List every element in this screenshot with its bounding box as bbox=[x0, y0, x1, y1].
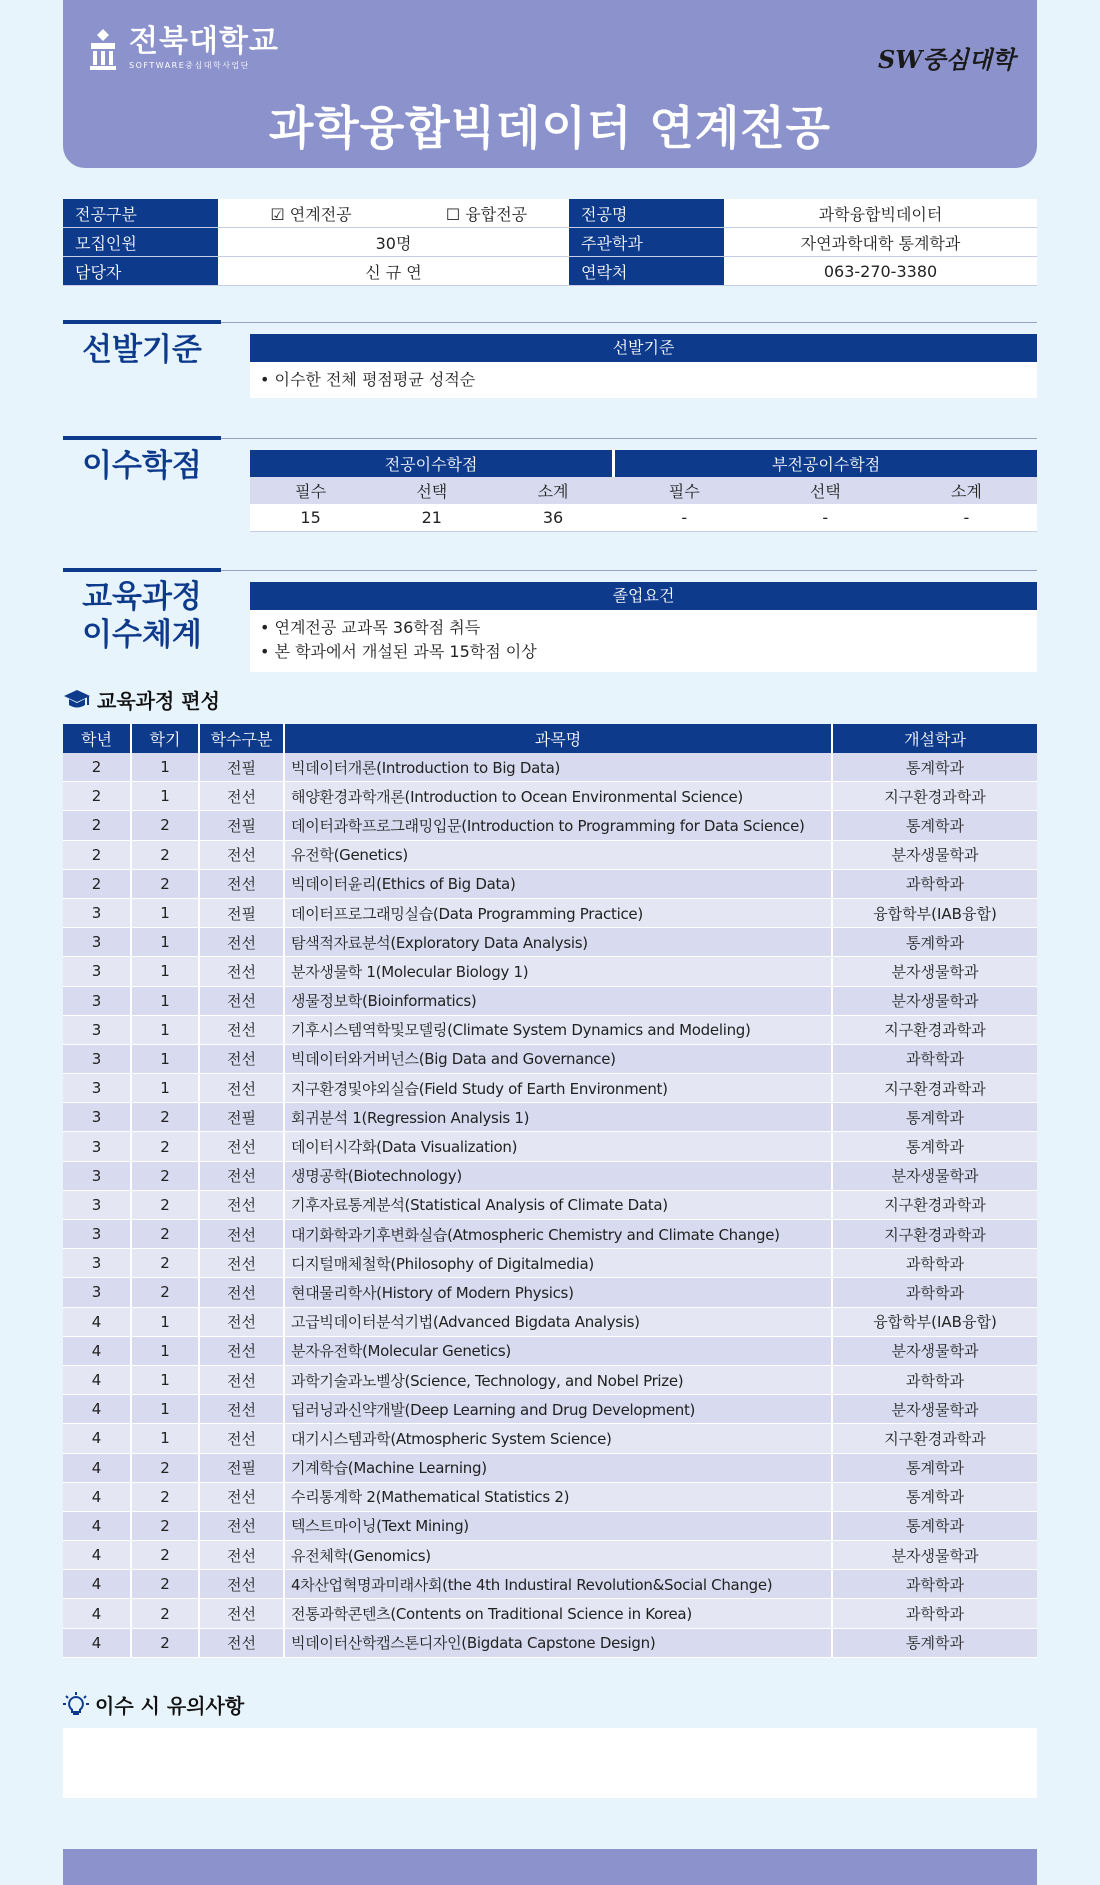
cell-dept: 과학학과 bbox=[832, 1365, 1037, 1394]
lightbulb-icon bbox=[63, 1692, 89, 1718]
cell-year: 4 bbox=[63, 1365, 131, 1394]
cell-type: 전선 bbox=[199, 1249, 284, 1278]
university-subtitle: SOFTWARE중심대학사업단 bbox=[129, 61, 250, 70]
cell-type: 전선 bbox=[199, 986, 284, 1015]
credit-value: - bbox=[896, 504, 1037, 532]
table-row bbox=[63, 986, 1037, 1015]
cell-year: 4 bbox=[63, 1541, 131, 1570]
major-name-label: 전공명 bbox=[569, 199, 724, 228]
cell-course: 과학기술과노벨상(Science, Technology, and Nobel Prize) bbox=[284, 1365, 832, 1394]
cell-year: 2 bbox=[63, 869, 131, 898]
curriculum-section-title bbox=[63, 568, 221, 654]
notes-box bbox=[63, 1728, 1037, 1798]
curriculum-title-line1: 교육과정 bbox=[82, 579, 202, 615]
cell-semester: 2 bbox=[131, 1482, 199, 1511]
cell-type: 전필 bbox=[199, 898, 284, 927]
credit-value: - bbox=[614, 504, 755, 532]
cell-year: 4 bbox=[63, 1453, 131, 1482]
cell-year: 4 bbox=[63, 1570, 131, 1599]
section-divider bbox=[221, 438, 1037, 439]
cell-semester: 2 bbox=[131, 1599, 199, 1628]
cell-semester: 2 bbox=[131, 811, 199, 840]
cell-year: 2 bbox=[63, 753, 131, 782]
cell-type: 전선 bbox=[199, 1599, 284, 1628]
table-row bbox=[63, 1365, 1037, 1394]
cell-course: 기후시스템역학및모델링(Climate System Dynamics and Modeling) bbox=[284, 1015, 832, 1044]
credit-value: - bbox=[755, 504, 896, 532]
cell-semester: 2 bbox=[131, 1103, 199, 1132]
cell-year: 4 bbox=[63, 1628, 131, 1657]
cell-type: 전선 bbox=[199, 1015, 284, 1044]
cell-type: 전선 bbox=[199, 840, 284, 869]
cell-semester: 2 bbox=[131, 1249, 199, 1278]
cell-semester: 1 bbox=[131, 986, 199, 1015]
cell-year: 4 bbox=[63, 1599, 131, 1628]
cell-year: 3 bbox=[63, 986, 131, 1015]
university-emblem-icon bbox=[87, 27, 119, 71]
cell-type: 전선 bbox=[199, 1132, 284, 1161]
table-row bbox=[63, 869, 1037, 898]
cell-dept: 지구환경과학과 bbox=[832, 1424, 1037, 1453]
cell-dept: 지구환경과학과 bbox=[832, 1190, 1037, 1219]
cell-year: 4 bbox=[63, 1336, 131, 1365]
cell-dept: 지구환경과학과 bbox=[832, 1220, 1037, 1249]
notes-heading bbox=[63, 1690, 244, 1719]
cell-dept: 과학학과 bbox=[832, 1570, 1037, 1599]
major-type-opt1: ☑ 연계전공 bbox=[218, 199, 404, 228]
cell-dept: 통계학과 bbox=[832, 753, 1037, 782]
page-title: 과학융합빅데이터 연계전공 bbox=[268, 101, 832, 155]
cell-type: 전선 bbox=[199, 1074, 284, 1103]
table-row bbox=[63, 1190, 1037, 1219]
cell-type: 전선 bbox=[199, 1511, 284, 1540]
cell-semester: 1 bbox=[131, 1395, 199, 1424]
credit-col-header: 필수 bbox=[250, 477, 371, 504]
cell-semester: 1 bbox=[131, 1365, 199, 1394]
cell-semester: 1 bbox=[131, 1307, 199, 1336]
cell-type: 전선 bbox=[199, 1395, 284, 1424]
cell-course: 전통과학콘텐츠(Contents on Traditional Science in Korea) bbox=[284, 1599, 832, 1628]
table-row bbox=[63, 1628, 1037, 1657]
table-row bbox=[63, 1132, 1037, 1161]
table-row bbox=[63, 928, 1037, 957]
cell-type: 전선 bbox=[199, 1365, 284, 1394]
credit-value: 21 bbox=[371, 504, 492, 532]
major-credits-header: 전공이수학점 bbox=[250, 450, 614, 477]
header-banner bbox=[63, 0, 1037, 168]
cell-course: 유전학(Genetics) bbox=[284, 840, 832, 869]
cell-course: 빅데이터윤리(Ethics of Big Data) bbox=[284, 869, 832, 898]
cell-course: 현대물리학사(History of Modern Physics) bbox=[284, 1278, 832, 1307]
cell-dept: 통계학과 bbox=[832, 1103, 1037, 1132]
table-row bbox=[63, 1511, 1037, 1540]
cell-year: 4 bbox=[63, 1424, 131, 1453]
cell-course: 빅데이터산학캡스톤디자인(Bigdata Capstone Design) bbox=[284, 1628, 832, 1657]
cell-semester: 1 bbox=[131, 753, 199, 782]
selection-section-title: 선발기준 bbox=[63, 320, 221, 370]
cell-semester: 2 bbox=[131, 840, 199, 869]
selection-criteria bbox=[250, 362, 1037, 398]
cell-semester: 1 bbox=[131, 898, 199, 927]
cell-semester: 1 bbox=[131, 1336, 199, 1365]
cell-dept: 통계학과 bbox=[832, 811, 1037, 840]
notes-heading-text: 이수 시 유의사항 bbox=[95, 1694, 245, 1718]
cell-course: 해양환경과학개론(Introduction to Ocean Environmental Science) bbox=[284, 782, 832, 811]
cell-semester: 1 bbox=[131, 782, 199, 811]
cell-year: 2 bbox=[63, 811, 131, 840]
cell-course: 생명공학(Biotechnology) bbox=[284, 1161, 832, 1190]
table-row bbox=[63, 1541, 1037, 1570]
cell-semester: 2 bbox=[131, 1220, 199, 1249]
table-row bbox=[63, 1599, 1037, 1628]
cell-course: 분자생물학 1(Molecular Biology 1) bbox=[284, 957, 832, 986]
cell-course: 고급빅데이터분석기법(Advanced Bigdata Analysis) bbox=[284, 1307, 832, 1336]
table-row bbox=[63, 782, 1037, 811]
cell-type: 전필 bbox=[199, 1103, 284, 1132]
table-row bbox=[63, 753, 1037, 782]
table-row bbox=[63, 1570, 1037, 1599]
curriculum-table-body bbox=[63, 753, 1037, 1657]
cell-dept: 통계학과 bbox=[832, 1453, 1037, 1482]
cell-dept: 지구환경과학과 bbox=[832, 1074, 1037, 1103]
manager-value: 신 규 연 bbox=[218, 257, 569, 286]
cell-semester: 2 bbox=[131, 1453, 199, 1482]
table-row bbox=[63, 1424, 1037, 1453]
cell-type: 전선 bbox=[199, 1307, 284, 1336]
cell-type: 전선 bbox=[199, 1044, 284, 1073]
table-row bbox=[63, 1336, 1037, 1365]
cell-dept: 분자생물학과 bbox=[832, 1336, 1037, 1365]
cell-type: 전선 bbox=[199, 1541, 284, 1570]
cell-year: 3 bbox=[63, 1190, 131, 1219]
cell-course: 분자유전학(Molecular Genetics) bbox=[284, 1336, 832, 1365]
cell-semester: 2 bbox=[131, 1511, 199, 1540]
cell-semester: 1 bbox=[131, 1015, 199, 1044]
cell-course: 기계학습(Machine Learning) bbox=[284, 1453, 832, 1482]
curriculum-table-heading-text: 교육과정 편성 bbox=[97, 689, 220, 713]
cell-dept: 과학학과 bbox=[832, 1278, 1037, 1307]
cell-dept: 분자생물학과 bbox=[832, 1161, 1037, 1190]
cell-type: 전선 bbox=[199, 1161, 284, 1190]
credit-col-header: 선택 bbox=[755, 477, 896, 504]
cell-type: 전선 bbox=[199, 782, 284, 811]
cell-semester: 2 bbox=[131, 1628, 199, 1657]
cell-year: 3 bbox=[63, 1161, 131, 1190]
table-row bbox=[63, 1015, 1037, 1044]
cell-course: 기후자료통계분석(Statistical Analysis of Climate Data) bbox=[284, 1190, 832, 1219]
cell-type: 전필 bbox=[199, 811, 284, 840]
cell-dept: 분자생물학과 bbox=[832, 957, 1037, 986]
contact-label: 연락처 bbox=[569, 257, 724, 286]
table-row bbox=[63, 840, 1037, 869]
table-row bbox=[63, 1453, 1037, 1482]
cell-dept: 분자생물학과 bbox=[832, 986, 1037, 1015]
curriculum-table bbox=[63, 724, 1037, 1658]
cell-course: 수리통계학 2(Mathematical Statistics 2) bbox=[284, 1482, 832, 1511]
table-row bbox=[63, 957, 1037, 986]
cell-year: 4 bbox=[63, 1307, 131, 1336]
cell-type: 전선 bbox=[199, 1278, 284, 1307]
host-dept-value: 자연과학대학 통계학과 bbox=[724, 228, 1037, 257]
graduation-cap-icon bbox=[63, 688, 91, 712]
cell-dept: 분자생물학과 bbox=[832, 840, 1037, 869]
curriculum-title-line2: 이수체계 bbox=[82, 617, 202, 653]
table-row bbox=[63, 1278, 1037, 1307]
cell-semester: 1 bbox=[131, 1074, 199, 1103]
cell-semester: 2 bbox=[131, 1570, 199, 1599]
graduation-bar-title: 졸업요건 bbox=[250, 582, 1037, 610]
cell-semester: 2 bbox=[131, 1190, 199, 1219]
cell-dept: 통계학과 bbox=[832, 1482, 1037, 1511]
cell-course: 유전체학(Genomics) bbox=[284, 1541, 832, 1570]
credits-table bbox=[250, 450, 1037, 532]
cell-type: 전선 bbox=[199, 1220, 284, 1249]
table-row bbox=[63, 1074, 1037, 1103]
col-header-year: 학년 bbox=[63, 724, 131, 753]
table-row bbox=[63, 1044, 1037, 1073]
minor-credits-header: 부전공이수학점 bbox=[614, 450, 1037, 477]
cell-semester: 2 bbox=[131, 1278, 199, 1307]
cell-semester: 1 bbox=[131, 1044, 199, 1073]
cell-dept: 과학학과 bbox=[832, 1044, 1037, 1073]
cell-year: 4 bbox=[63, 1482, 131, 1511]
table-row bbox=[63, 1482, 1037, 1511]
col-header-semester: 학기 bbox=[131, 724, 199, 753]
selection-bar-title: 선발기준 bbox=[250, 334, 1037, 362]
cell-type: 전필 bbox=[199, 753, 284, 782]
cell-semester: 2 bbox=[131, 869, 199, 898]
graduation-item: • 연계전공 교과목 36학점 취득 bbox=[260, 618, 481, 637]
cell-course: 지구환경및야외실습(Field Study of Earth Environment) bbox=[284, 1074, 832, 1103]
cell-course: 빅데이터개론(Introduction to Big Data) bbox=[284, 753, 832, 782]
cell-year: 4 bbox=[63, 1395, 131, 1424]
cell-semester: 1 bbox=[131, 928, 199, 957]
credits-section-title: 이수학점 bbox=[63, 436, 221, 486]
cell-course: 회귀분석 1(Regression Analysis 1) bbox=[284, 1103, 832, 1132]
cell-year: 3 bbox=[63, 928, 131, 957]
credit-col-header: 선택 bbox=[371, 477, 492, 504]
cell-year: 3 bbox=[63, 1132, 131, 1161]
major-name-value: 과학융합빅데이터 bbox=[724, 199, 1037, 228]
cell-semester: 1 bbox=[131, 957, 199, 986]
credit-col-header: 소계 bbox=[896, 477, 1037, 504]
cell-course: 대기화학과기후변화실습(Atmospheric Chemistry and Climate Change) bbox=[284, 1220, 832, 1249]
cell-type: 전필 bbox=[199, 1453, 284, 1482]
cell-course: 데이터과학프로그래밍입문(Introduction to Programming for Data Science) bbox=[284, 811, 832, 840]
table-row bbox=[63, 1307, 1037, 1336]
col-header-course: 과목명 bbox=[284, 724, 832, 753]
contact-value: 063-270-3380 bbox=[724, 257, 1037, 286]
cell-year: 3 bbox=[63, 957, 131, 986]
cell-dept: 통계학과 bbox=[832, 1511, 1037, 1540]
cell-type: 전선 bbox=[199, 869, 284, 898]
cell-type: 전선 bbox=[199, 1424, 284, 1453]
col-header-type: 학수구분 bbox=[199, 724, 284, 753]
cell-year: 3 bbox=[63, 1278, 131, 1307]
cell-dept: 통계학과 bbox=[832, 1132, 1037, 1161]
graduation-requirements bbox=[250, 610, 1037, 672]
cell-course: 디지털매체철학(Philosophy of Digitalmedia) bbox=[284, 1249, 832, 1278]
capacity-value: 30명 bbox=[218, 228, 569, 257]
cell-course: 대기시스템과학(Atmospheric System Science) bbox=[284, 1424, 832, 1453]
cell-course: 빅데이터와거버넌스(Big Data and Governance) bbox=[284, 1044, 832, 1073]
major-type-opt2: ☐ 융합전공 bbox=[404, 199, 569, 228]
cell-year: 3 bbox=[63, 1249, 131, 1278]
table-row bbox=[63, 1161, 1037, 1190]
cell-dept: 지구환경과학과 bbox=[832, 1015, 1037, 1044]
cell-type: 전선 bbox=[199, 928, 284, 957]
cell-dept: 융합학부(IAB융합) bbox=[832, 898, 1037, 927]
cell-type: 전선 bbox=[199, 1628, 284, 1657]
cell-dept: 과학학과 bbox=[832, 1249, 1037, 1278]
cell-year: 3 bbox=[63, 1015, 131, 1044]
credit-value: 36 bbox=[492, 504, 613, 532]
section-divider bbox=[221, 570, 1037, 571]
capacity-label: 모집인원 bbox=[63, 228, 218, 257]
cell-dept: 융합학부(IAB융합) bbox=[832, 1307, 1037, 1336]
curriculum-table-heading bbox=[63, 685, 220, 714]
cell-year: 3 bbox=[63, 1074, 131, 1103]
manager-label: 담당자 bbox=[63, 257, 218, 286]
cell-year: 4 bbox=[63, 1511, 131, 1540]
graduation-box bbox=[250, 582, 1037, 672]
cell-year: 2 bbox=[63, 782, 131, 811]
cell-semester: 2 bbox=[131, 1132, 199, 1161]
table-row bbox=[63, 1220, 1037, 1249]
cell-year: 3 bbox=[63, 1044, 131, 1073]
cell-dept: 과학학과 bbox=[832, 1599, 1037, 1628]
graduation-item: • 본 학과에서 개설된 과목 15학점 이상 bbox=[260, 642, 537, 661]
section-divider bbox=[221, 322, 1037, 323]
cell-semester: 2 bbox=[131, 1161, 199, 1190]
footer-bar bbox=[63, 1849, 1037, 1885]
cell-course: 데이터프로그래밍실습(Data Programming Practice) bbox=[284, 898, 832, 927]
cell-type: 전선 bbox=[199, 1570, 284, 1599]
cell-year: 2 bbox=[63, 840, 131, 869]
table-row bbox=[63, 1395, 1037, 1424]
cell-dept: 분자생물학과 bbox=[832, 1541, 1037, 1570]
university-logo bbox=[87, 26, 279, 71]
selection-criteria-item: • 이수한 전체 평점평균 성적순 bbox=[260, 370, 476, 389]
major-type-label: 전공구분 bbox=[63, 199, 218, 228]
table-row bbox=[63, 1103, 1037, 1132]
cell-year: 3 bbox=[63, 898, 131, 927]
table-row bbox=[63, 898, 1037, 927]
table-row bbox=[63, 1249, 1037, 1278]
cell-semester: 2 bbox=[131, 1541, 199, 1570]
university-name: 전북대학교 bbox=[129, 24, 279, 59]
cell-course: 탐색적자료분석(Exploratory Data Analysis) bbox=[284, 928, 832, 957]
cell-course: 4차산업혁명과미래사회(the 4th Industiral Revolution&Social Change) bbox=[284, 1570, 832, 1599]
col-header-dept: 개설학과 bbox=[832, 724, 1037, 753]
cell-type: 전선 bbox=[199, 957, 284, 986]
cell-type: 전선 bbox=[199, 1336, 284, 1365]
cell-dept: 통계학과 bbox=[832, 1628, 1037, 1657]
cell-course: 딥러닝과신약개발(Deep Learning and Drug Development) bbox=[284, 1395, 832, 1424]
cell-course: 텍스트마이닝(Text Mining) bbox=[284, 1511, 832, 1540]
cell-type: 전선 bbox=[199, 1482, 284, 1511]
cell-dept: 과학학과 bbox=[832, 869, 1037, 898]
cell-course: 데이터시각화(Data Visualization) bbox=[284, 1132, 832, 1161]
major-info-table bbox=[63, 199, 1037, 286]
sw-center-logo: SW중심대학 bbox=[877, 45, 1015, 74]
credit-value: 15 bbox=[250, 504, 371, 532]
cell-dept: 분자생물학과 bbox=[832, 1395, 1037, 1424]
credit-col-header: 소계 bbox=[492, 477, 613, 504]
cell-course: 생물정보학(Bioinformatics) bbox=[284, 986, 832, 1015]
cell-type: 전선 bbox=[199, 1190, 284, 1219]
cell-year: 3 bbox=[63, 1103, 131, 1132]
selection-box bbox=[250, 334, 1037, 398]
cell-semester: 1 bbox=[131, 1424, 199, 1453]
host-dept-label: 주관학과 bbox=[569, 228, 724, 257]
cell-dept: 지구환경과학과 bbox=[832, 782, 1037, 811]
table-row bbox=[63, 811, 1037, 840]
credit-col-header: 필수 bbox=[614, 477, 755, 504]
cell-year: 3 bbox=[63, 1220, 131, 1249]
cell-dept: 통계학과 bbox=[832, 928, 1037, 957]
